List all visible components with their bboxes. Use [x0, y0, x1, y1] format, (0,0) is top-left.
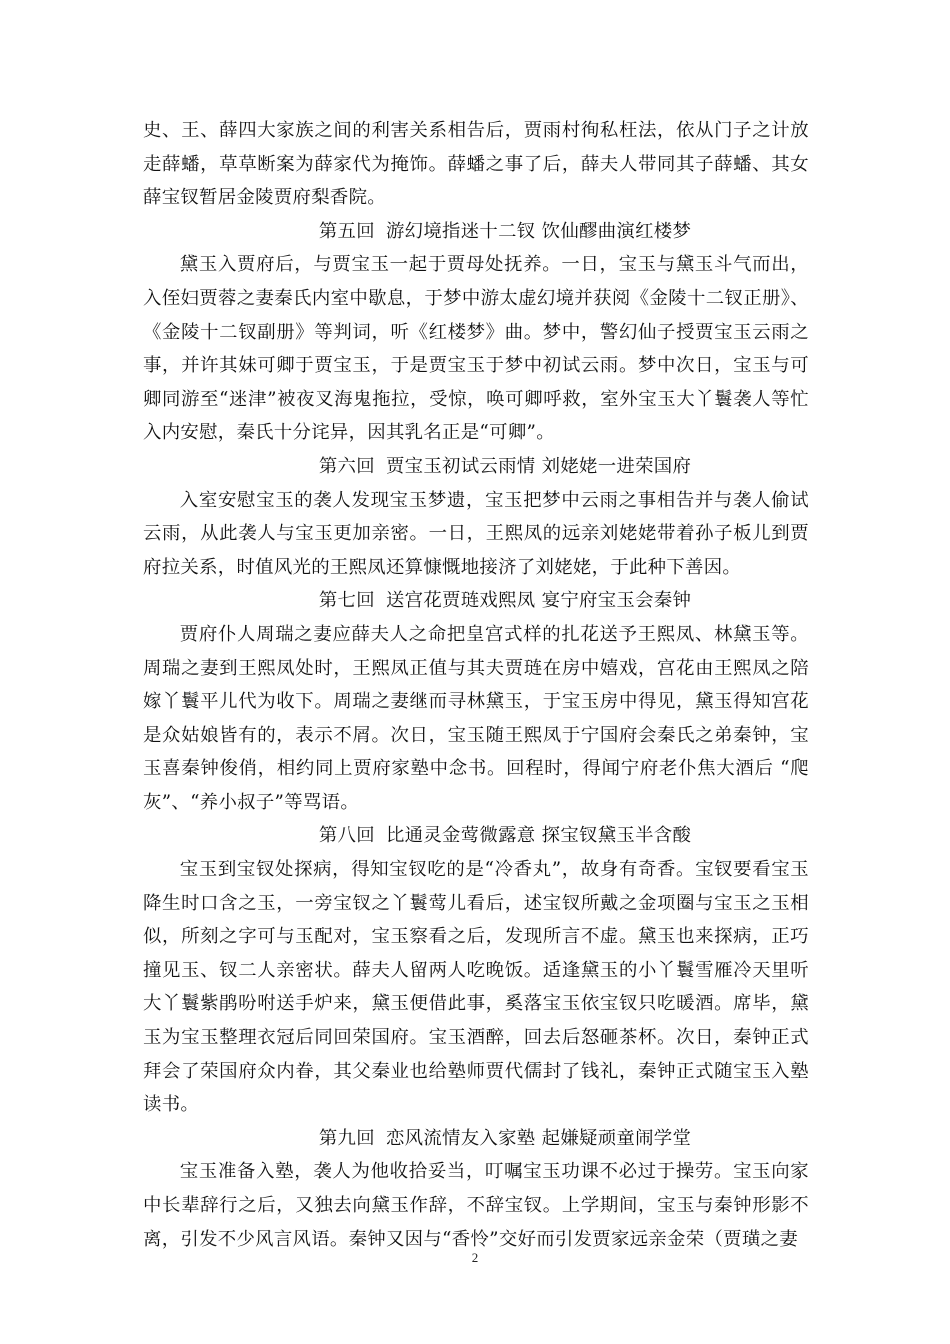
chapter-title: 送宫花贾琏戏熙凤 宴宁府宝玉会秦钟	[385, 590, 692, 612]
chapter-heading-8	[143, 819, 809, 853]
chapter-number: 第五回	[318, 220, 375, 242]
chapter-title: 恋风流情友入家塾 起嫌疑顽童闹学堂	[385, 1127, 692, 1149]
chapter-number: 第六回	[318, 455, 375, 477]
chapter-heading-9	[143, 1122, 809, 1156]
chapter-title: 贾宝玉初试云雨情 刘姥姥一进荣国府	[385, 455, 692, 477]
chapter-title: 游幻境指迷十二钗 饮仙醪曲演红楼梦	[385, 220, 692, 242]
chapter-heading-5	[143, 215, 809, 249]
chapter-title: 比通灵金莺微露意 探宝钗黛玉半含酸	[385, 825, 692, 847]
chapter-summary-5: 黛玉入贾府后，与贾宝玉一起于贾母处抚养。一日，宝玉与黛玉斗气而出，入侄妇贾蓉之妻秦氏内室中歇息，于梦中游太虚幻境并获阅《金陵十二钗正册》、《金陵十二钗副册》等判词，听《红楼梦》曲。梦中，警幻仙子授贾宝玉云雨之事，并许其妹可卿于贾宝玉，于是贾宝玉于梦中初试云雨。梦中次日，宝玉与可卿同游至“迷津”被夜叉海鬼拖拉，受惊，唤可卿呼救，室外宝玉大丫鬟袭人等忙入内安慰，秦氏十分诧异，因其乳名正是“可卿”。	[143, 254, 809, 444]
chapter-summary-6: 入室安慰宝玉的袭人发现宝玉梦遗，宝玉把梦中云雨之事相告并与袭人偷试云雨，从此袭人与宝玉更加亲密。一日，王熙凤的远亲刘姥姥带着孙子板儿到贾府拉关系，时值风光的王熙凤还算慷慨地接济了刘姥姥，于此种下善因。	[143, 489, 809, 578]
body-text	[143, 114, 809, 1256]
chapter-heading-7	[143, 584, 809, 618]
chapter-number: 第九回	[318, 1127, 375, 1149]
chapter-heading-6	[143, 450, 809, 484]
chapter-number: 第八回	[318, 825, 375, 847]
chapter-summary-7: 贾府仆人周瑞之妻应薛夫人之命把皇宫式样的扎花送予王熙凤、林黛玉等。周瑞之妻到王熙凤处时，王熙凤正值与其夫贾琏在房中嬉戏，宫花由王熙凤之陪嫁丫鬟平儿代为收下。周瑞之妻继而寻林黛玉，于宝玉房中得见，黛玉得知宫花是众姑娘皆有的，表示不屑。次日，宝玉随王熙凤于宁国府会秦氏之弟秦钟，宝玉喜秦钟俊俏，相约同上贾府家塾中念书。回程时，得闻宁府老仆焦大酒后 “爬灰”、“养小叔子”等骂语。	[143, 623, 809, 813]
page-number: 2	[471, 1250, 479, 1265]
paragraph-continued: 史、王、薛四大家族之间的利害关系相告后，贾雨村徇私枉法，依从门子之计放走薛蟠，草草断案为薛家代为掩饰。薛蟠之事了后，薛夫人带同其子薛蟠、其女薛宝钗暂居金陵贾府梨香院。	[143, 120, 809, 209]
chapter-summary-9: 宝玉准备入塾，袭人为他收拾妥当，叮嘱宝玉功课不必过于操劳。宝玉向家中长辈辞行之后，又独去向黛玉作辞，不辞宝钗。上学期间，宝玉与秦钟形影不离，引发不少风言风语。秦钟又因与“香怜”交好而引发贾家远亲金荣（贾璜之妻	[143, 1161, 809, 1250]
chapter-number: 第七回	[318, 590, 375, 612]
chapter-summary-8: 宝玉到宝钗处探病，得知宝钗吃的是“冷香丸”，故身有奇香。宝钗要看宝玉降生时口含之玉，一旁宝钗之丫鬟莺儿看后，述宝钗所戴之金项圈与宝玉之玉相似，所刻之字可与玉配对，宝玉察看之后，发现所言不虚。黛玉也来探病，正巧撞见玉、钗二人亲密状。薛夫人留两人吃晚饭。适逢黛玉的小丫鬟雪雁冷天里听大丫鬟紫鹃吩咐送手炉来，黛玉便借此事，奚落宝玉依宝钗只吃暖酒。席毕，黛玉为宝玉整理衣冠后同回荣国府。宝玉酒醉，回去后怒砸茶杯。次日，秦钟正式拜会了荣国府众内眷，其父秦业也给塾师贾代儒封了钱礼，秦钟正式随宝玉入塾读书。	[143, 859, 809, 1116]
